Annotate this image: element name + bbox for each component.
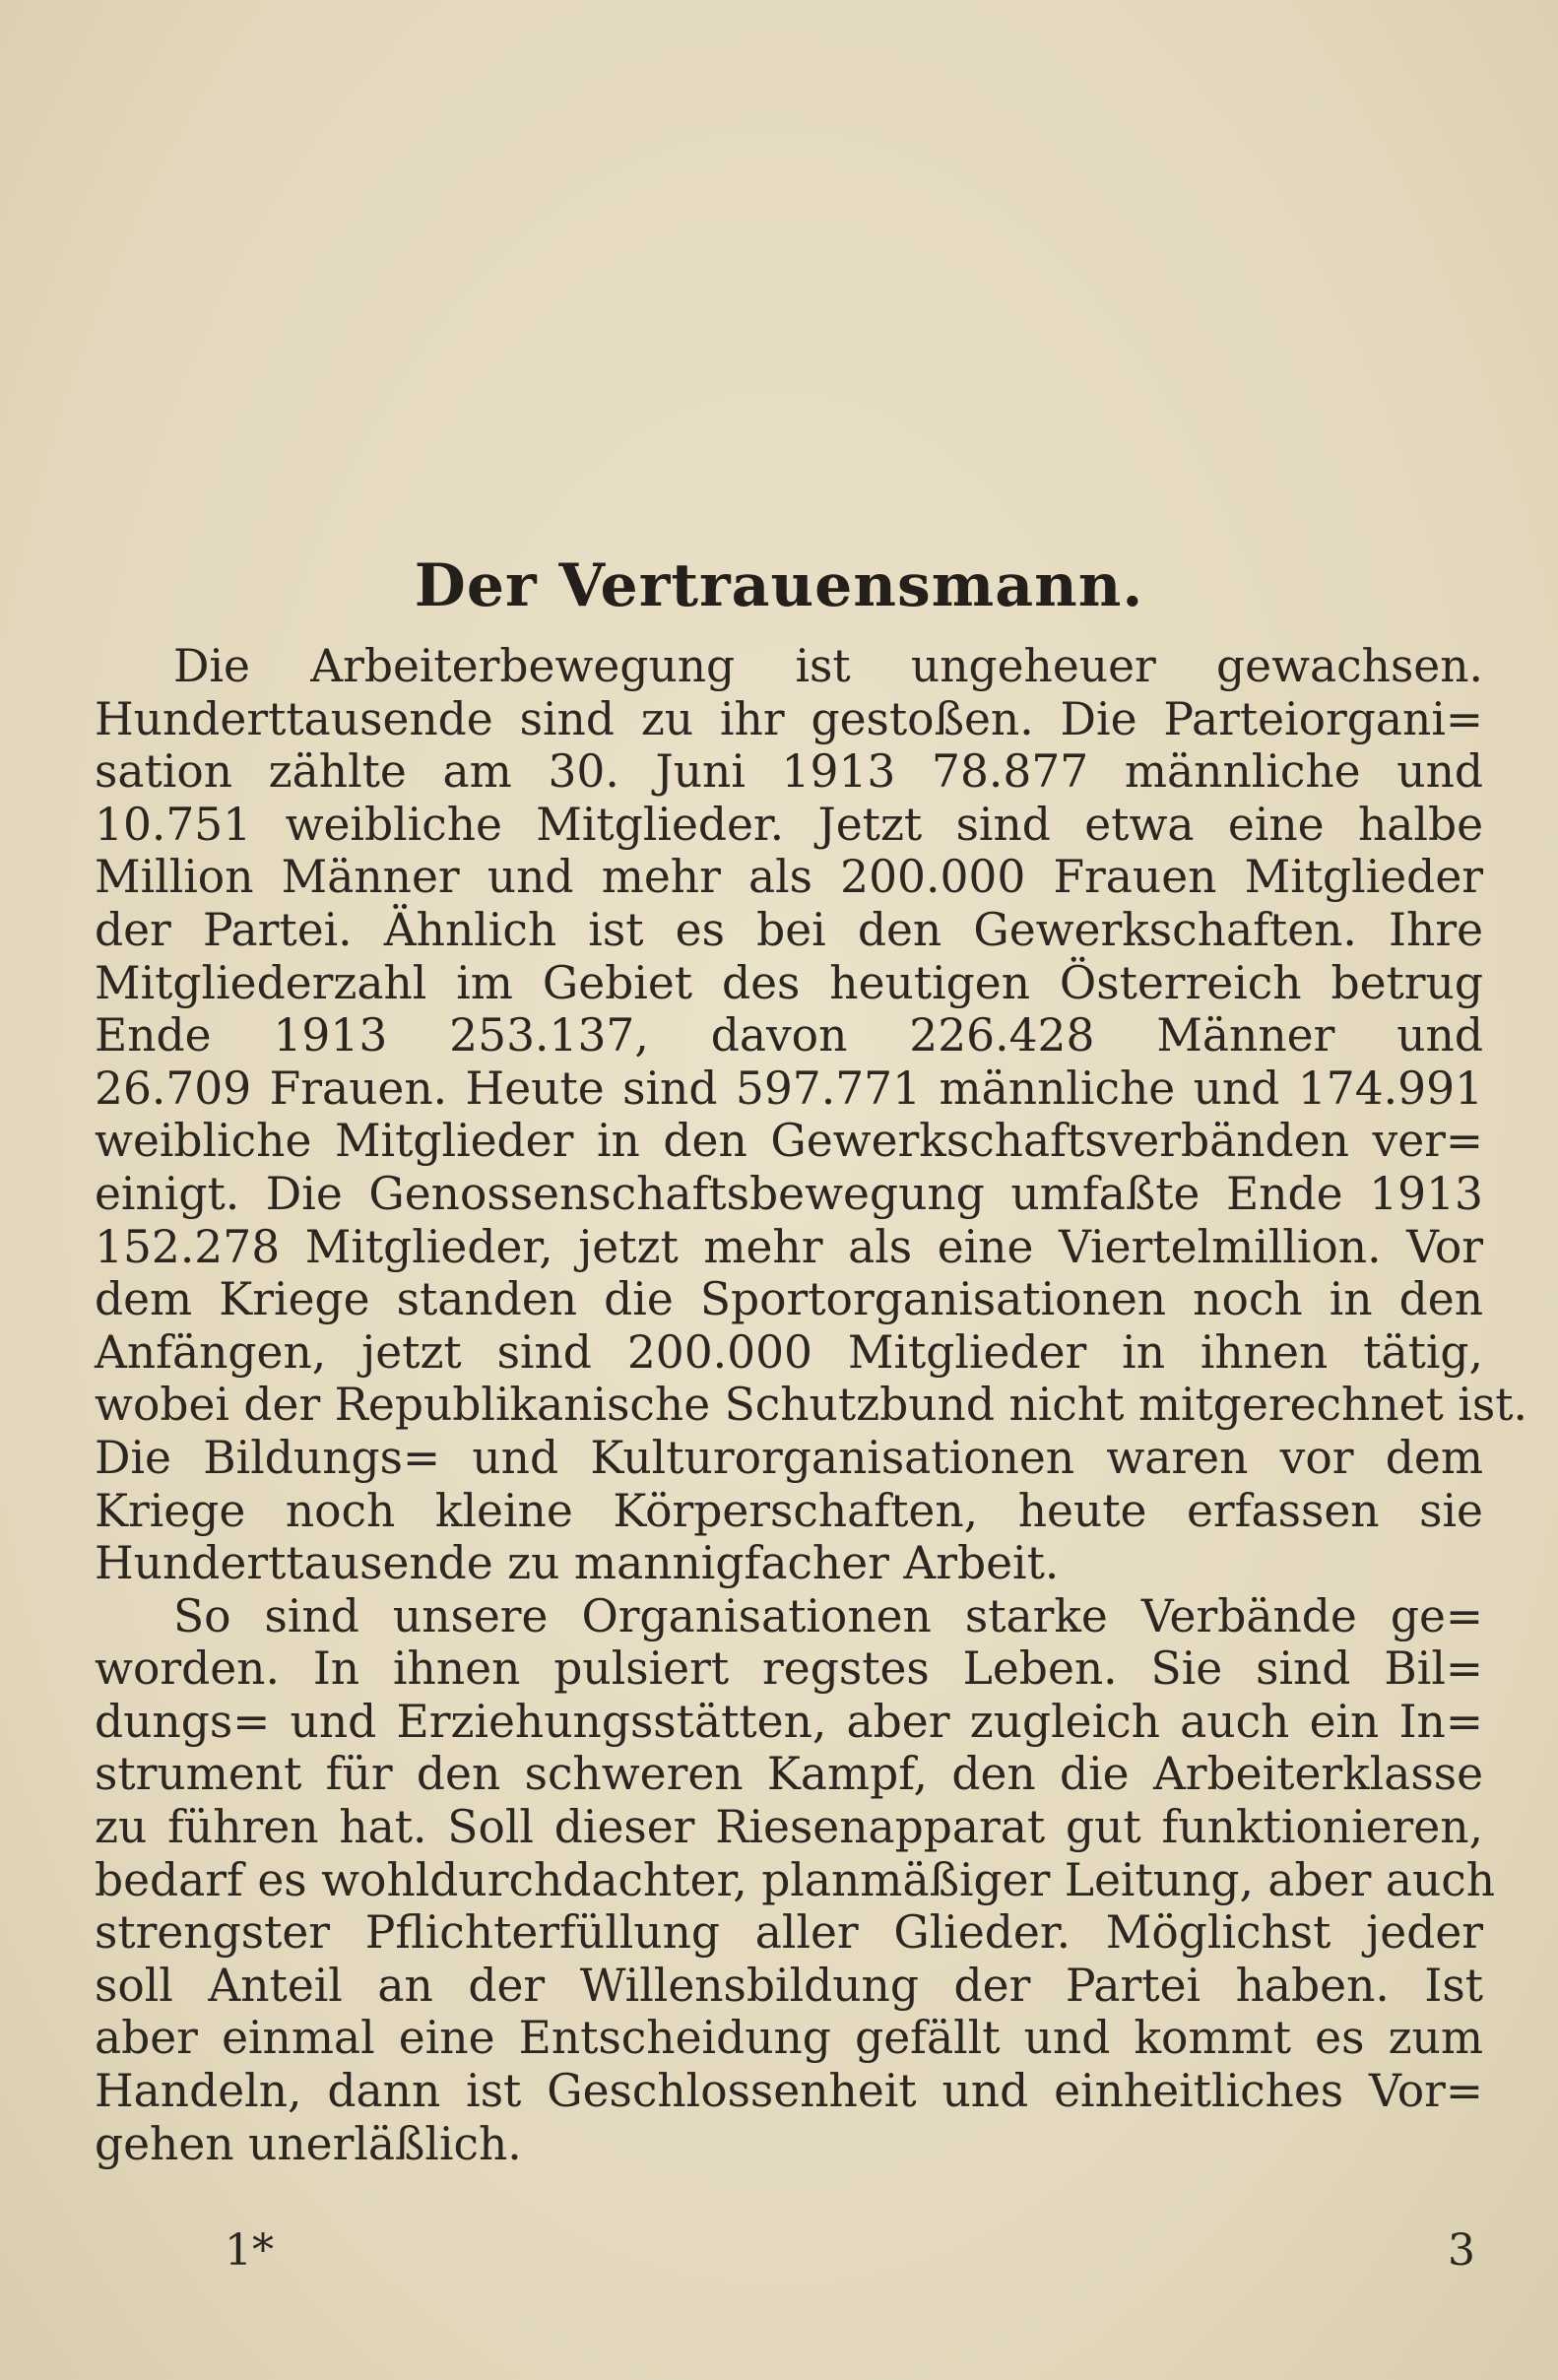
text-line: Hunderttausende zu mannigfacher Arbeit. (95, 1537, 1060, 1590)
text-line: einigt. Die Genossenschaftsbewegung umfaßte Ende 1913 (95, 1167, 1483, 1220)
text-line: So sind unsere Organisationen starke Verbände ge= (173, 1589, 1483, 1642)
text-line: strengster Pflichterfüllung aller Glieder. Möglichst jeder (95, 1906, 1483, 1960)
text-line: dem Kriege standen die Sportorganisationen noch in den (95, 1273, 1483, 1326)
text-line: Hunderttausende sind zu ihr gestoßen. Die Parteiorgani= (95, 692, 1483, 745)
text-line: wobei der Republikanische Schutzbund nicht mitgerechnet ist. (95, 1379, 1527, 1432)
text-line: zu führen hat. Soll dieser Riesenapparat gut funktionieren, (95, 1801, 1483, 1854)
text-line: Ende 1913 253.137, davon 226.428 Männer und (95, 1009, 1483, 1062)
page-number: 3 (1448, 2225, 1475, 2276)
chapter-heading: Der Vertrauensmann. (414, 551, 1144, 620)
text-line: 152.278 Mitglieder, jetzt mehr als eine Viertelmillion. Vor (95, 1220, 1483, 1273)
signature-mark: 1* (225, 2225, 274, 2276)
text-line: Anfängen, jetzt sind 200.000 Mitglieder in ihnen tätig, (95, 1325, 1483, 1379)
text-line: 26.709 Frauen. Heute sind 597.771 männliche und 174.991 (95, 1061, 1483, 1115)
text-line: bedarf es wohldurchdachter, planmäßiger Leitung, aber auch (95, 1853, 1496, 1906)
body-text (95, 640, 1527, 2170)
text-line: sation zählte am 30. Juni 1913 78.877 männliche und (95, 745, 1483, 799)
text-line: Die Arbeiterbewegung ist ungeheuer gewachsen. (173, 640, 1483, 692)
text-line: weibliche Mitglieder in den Gewerkschaftsverbänden ver= (95, 1115, 1483, 1168)
text-line: 10.751 weibliche Mitglieder. Jetzt sind etwa eine halbe (95, 798, 1483, 851)
text-line: worden. In ihnen pulsiert regstes Leben. Sie sind Bil= (95, 1642, 1483, 1696)
paragraph-2 (95, 1589, 1496, 2171)
text-line: der Partei. Ähnlich ist es bei den Gewerkschaften. Ihre (95, 903, 1483, 956)
text-line: dungs= und Erziehungsstätten, aber zugleich auch ein In= (95, 1695, 1483, 1748)
text-line: soll Anteil an der Willensbildung der Partei haben. Ist (95, 1959, 1483, 2012)
paragraph-1 (95, 640, 1527, 1590)
text-line: gehen unerläßlich. (95, 2117, 522, 2170)
text-line: Mitgliederzahl im Gebiet des heutigen Österreich betrug (95, 956, 1483, 1009)
text-line: Kriege noch kleine Körperschaften, heute erfassen sie (95, 1484, 1483, 1537)
text-line: aber einmal eine Entscheidung gefällt und kommt es zum (95, 2012, 1483, 2065)
text-line: strument für den schweren Kampf, den die Arbeiterklasse (95, 1748, 1483, 1801)
text-line: Die Bildungs= und Kulturorganisationen waren vor dem (95, 1431, 1483, 1484)
text-line: Million Männer und mehr als 200.000 Frauen Mitglieder (95, 851, 1483, 904)
text-line: Handeln, dann ist Geschlossenheit und einheitliches Vor= (95, 2065, 1483, 2118)
